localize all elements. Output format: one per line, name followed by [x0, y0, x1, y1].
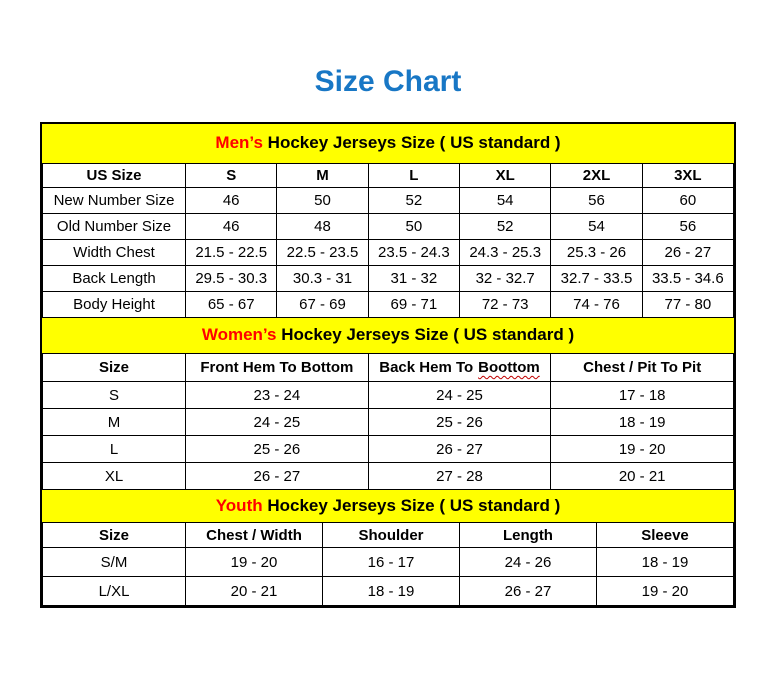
size-value-cell: 72 - 73 — [460, 292, 551, 318]
size-chart-container — [40, 122, 736, 608]
column-header: Length — [460, 523, 597, 548]
column-header: Size — [43, 523, 186, 548]
size-value-cell: 50 — [368, 214, 459, 240]
size-value-cell: 54 — [551, 214, 642, 240]
size-value-cell: 24.3 - 25.3 — [460, 240, 551, 266]
youth-header-row — [43, 523, 734, 548]
table-row — [43, 188, 734, 214]
size-value-cell: 74 - 76 — [551, 292, 642, 318]
size-value-cell: 77 - 80 — [642, 292, 733, 318]
row-label: M — [43, 409, 186, 436]
mens-header-row — [43, 164, 734, 188]
size-value-cell: 32 - 32.7 — [460, 266, 551, 292]
size-value-cell: 18 - 19 — [596, 548, 733, 577]
row-label: Body Height — [43, 292, 186, 318]
column-header: Sleeve — [596, 523, 733, 548]
column-header: Front Hem To Bottom — [186, 354, 369, 382]
size-value-cell: 18 - 19 — [323, 577, 460, 606]
size-value-cell: 17 - 18 — [551, 382, 734, 409]
size-value-cell: 24 - 25 — [186, 409, 369, 436]
column-header: XL — [460, 164, 551, 188]
size-value-cell: 25 - 26 — [186, 436, 369, 463]
size-value-cell: 26 - 27 — [460, 577, 597, 606]
size-value-cell: 69 - 71 — [368, 292, 459, 318]
table-row — [43, 463, 734, 490]
womens-section-banner — [42, 318, 734, 353]
size-value-cell: 56 — [551, 188, 642, 214]
row-label: Old Number Size — [43, 214, 186, 240]
size-value-cell: 33.5 - 34.6 — [642, 266, 733, 292]
table-row — [43, 214, 734, 240]
table-row — [43, 436, 734, 463]
size-value-cell: 22.5 - 23.5 — [277, 240, 368, 266]
row-label: S — [43, 382, 186, 409]
page-title: Size Chart — [314, 65, 462, 98]
size-value-cell: 26 - 27 — [642, 240, 733, 266]
column-header — [368, 354, 551, 382]
table-row — [43, 240, 734, 266]
column-header: Size — [43, 354, 186, 382]
column-header: 2XL — [551, 164, 642, 188]
size-value-cell: 52 — [460, 214, 551, 240]
size-value-cell: 46 — [186, 214, 277, 240]
column-header: S — [186, 164, 277, 188]
size-value-cell: 30.3 - 31 — [277, 266, 368, 292]
size-value-cell: 60 — [642, 188, 733, 214]
youth-banner-accent: Youth — [215, 496, 263, 515]
mens-size-table — [42, 163, 734, 318]
size-value-cell: 19 - 20 — [551, 436, 734, 463]
table-row — [43, 292, 734, 318]
column-header: L — [368, 164, 459, 188]
row-label: New Number Size — [43, 188, 186, 214]
size-value-cell: 23 - 24 — [186, 382, 369, 409]
size-value-cell: 18 - 19 — [551, 409, 734, 436]
size-value-cell: 29.5 - 30.3 — [186, 266, 277, 292]
size-value-cell: 21.5 - 22.5 — [186, 240, 277, 266]
size-value-cell: 56 — [642, 214, 733, 240]
womens-header-row — [43, 354, 734, 382]
size-value-cell: 52 — [368, 188, 459, 214]
row-label: L/XL — [43, 577, 186, 606]
misspelled-word-squiggle: Boottom — [478, 359, 540, 376]
column-header: Chest / Width — [186, 523, 323, 548]
row-label: S/M — [43, 548, 186, 577]
youth-banner-text: Hockey Jerseys Size ( US standard ) — [262, 496, 561, 515]
womens-banner-accent: Women’s — [201, 325, 277, 344]
size-value-cell: 19 - 20 — [186, 548, 323, 577]
size-value-cell: 26 - 27 — [368, 436, 551, 463]
size-value-cell: 26 - 27 — [186, 463, 369, 490]
column-header: Shoulder — [323, 523, 460, 548]
column-header: US Size — [43, 164, 186, 188]
size-value-cell: 48 — [277, 214, 368, 240]
size-value-cell: 27 - 28 — [368, 463, 551, 490]
table-row — [43, 548, 734, 577]
size-value-cell: 23.5 - 24.3 — [368, 240, 459, 266]
size-value-cell: 31 - 32 — [368, 266, 459, 292]
size-value-cell: 25 - 26 — [368, 409, 551, 436]
mens-banner-accent: Men’s — [215, 133, 263, 152]
size-value-cell: 65 - 67 — [186, 292, 277, 318]
mens-section-banner — [42, 124, 734, 163]
table-row — [43, 577, 734, 606]
youth-size-table — [42, 522, 734, 606]
size-value-cell: 20 - 21 — [551, 463, 734, 490]
size-value-cell: 16 - 17 — [323, 548, 460, 577]
size-value-cell: 50 — [277, 188, 368, 214]
column-header: M — [277, 164, 368, 188]
row-label: L — [43, 436, 186, 463]
size-value-cell: 24 - 25 — [368, 382, 551, 409]
size-value-cell: 32.7 - 33.5 — [551, 266, 642, 292]
womens-size-table — [42, 353, 734, 490]
table-row — [43, 382, 734, 409]
table-row — [43, 409, 734, 436]
column-header: 3XL — [642, 164, 733, 188]
mens-banner-text: Hockey Jerseys Size ( US standard ) — [262, 133, 561, 152]
table-row — [43, 266, 734, 292]
size-value-cell: 20 - 21 — [186, 577, 323, 606]
size-value-cell: 19 - 20 — [596, 577, 733, 606]
size-value-cell: 25.3 - 26 — [551, 240, 642, 266]
column-header-text: Back Hem To — [379, 359, 474, 376]
size-value-cell: 24 - 26 — [460, 548, 597, 577]
row-label: Width Chest — [43, 240, 186, 266]
youth-section-banner — [42, 490, 734, 522]
size-value-cell: 46 — [186, 188, 277, 214]
row-label: XL — [43, 463, 186, 490]
size-value-cell: 54 — [460, 188, 551, 214]
size-value-cell: 67 - 69 — [277, 292, 368, 318]
womens-banner-text: Hockey Jerseys Size ( US standard ) — [276, 325, 575, 344]
column-header: Chest / Pit To Pit — [551, 354, 734, 382]
row-label: Back Length — [43, 266, 186, 292]
